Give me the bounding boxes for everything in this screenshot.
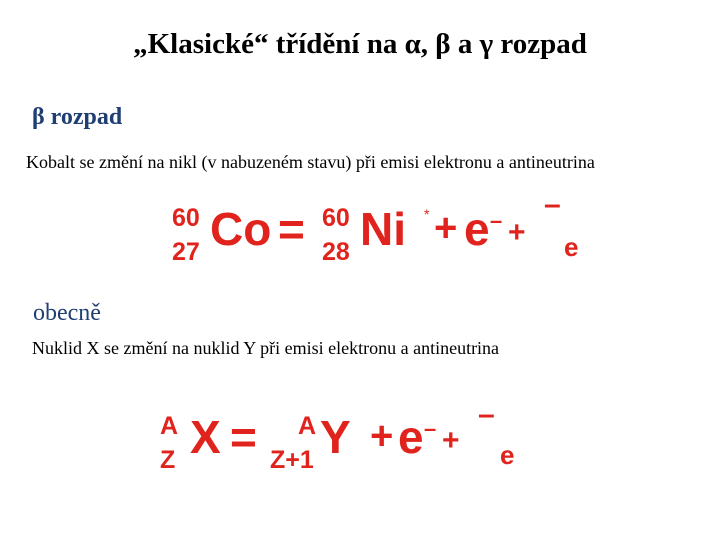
daughter-atomic-number: 28 [322, 238, 350, 266]
plus-sign-2: + [442, 424, 460, 457]
daughter-symbol: Ni [360, 203, 406, 255]
equals-sign: = [230, 411, 257, 463]
parent-mass-number: A [160, 412, 179, 440]
electron-symbol: e [398, 411, 424, 463]
plus-sign: + [434, 206, 458, 250]
nuclide-description: Nuklid X se změní na nuklid Y při emisi elektronu a antineutrina [32, 338, 500, 358]
section-heading-general: obecně [33, 300, 101, 326]
excited-state-mark: * [424, 206, 430, 222]
daughter-mass-number: 60 [322, 204, 350, 232]
parent-mass-number: 60 [172, 204, 200, 232]
parent-symbol: X [190, 411, 221, 463]
slide-title: „Klasické“ třídění na α, β a γ rozpad [133, 28, 587, 60]
daughter-mass-number: A [298, 412, 317, 440]
electron-charge: – [490, 208, 503, 233]
equals-sign: = [278, 203, 305, 255]
plus-sign: + [370, 414, 394, 458]
section-heading-beta: β rozpad [32, 104, 123, 130]
antineutrino-bar: – [544, 188, 561, 221]
antineutrino-subscript: e [564, 232, 579, 262]
parent-atomic-number: Z [160, 446, 176, 474]
antineutrino-bar: – [478, 398, 495, 431]
electron-charge: – [424, 416, 437, 441]
plus-sign-2: + [508, 216, 526, 249]
electron-symbol: e [464, 203, 490, 255]
parent-atomic-number: 27 [172, 238, 200, 266]
cobalt-description: Kobalt se změní na nikl (v nabuzeném stavu) při emisi elektronu a antineutrina [26, 152, 595, 172]
cobalt-decay-equation [172, 188, 602, 276]
general-decay-equation [160, 398, 540, 492]
antineutrino-subscript: e [500, 440, 515, 470]
parent-symbol: Co [210, 203, 272, 255]
daughter-symbol: Y [320, 411, 351, 463]
daughter-atomic-number: Z+1 [270, 446, 314, 474]
